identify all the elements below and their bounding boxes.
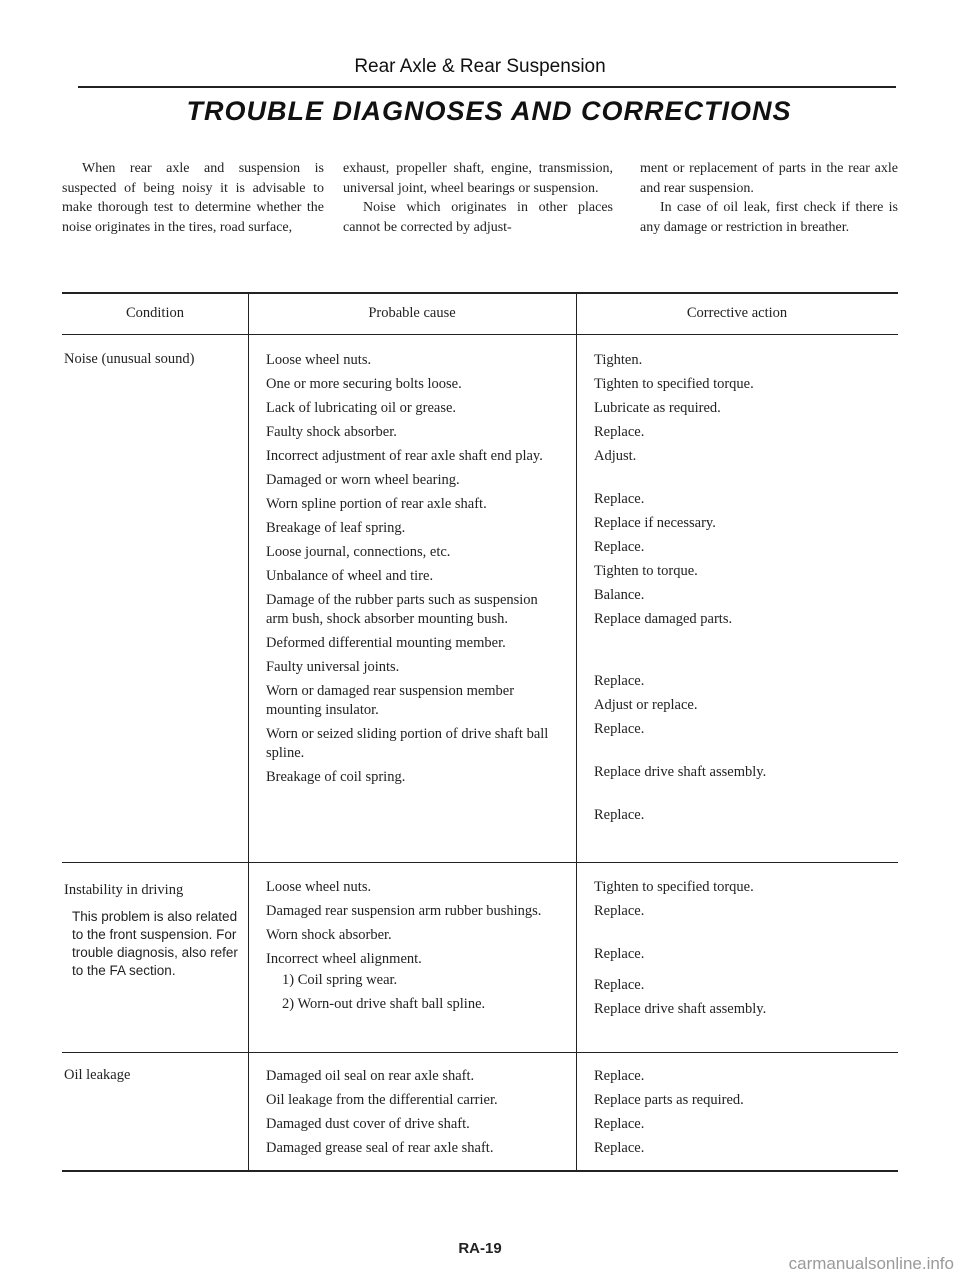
group-divider	[62, 862, 898, 863]
action-item: Replace.	[594, 424, 645, 440]
cause-item: Loose wheel nuts.	[266, 879, 372, 895]
action-item: Replace.	[594, 491, 645, 507]
action-item: Replace.	[594, 539, 645, 555]
column-header-probable-cause: Probable cause	[368, 305, 456, 321]
intro-paragraph: When rear axle and suspension is suspected of being noisy it is advisable to make thorough test to determine whether the noise originates in the tires, road surface,	[62, 161, 324, 235]
condition-cell	[64, 881, 246, 980]
page-title: TROUBLE DIAGNOSES AND CORRECTIONS	[186, 96, 792, 126]
cause-item: Deformed differential mounting member.	[266, 635, 506, 651]
action-item: Replace.	[594, 977, 645, 993]
cause-item: 1) Coil spring wear.	[282, 972, 398, 988]
action-list	[594, 351, 894, 825]
cause-list	[266, 351, 558, 787]
cause-cell	[266, 351, 558, 792]
action-item: Tighten to specified torque.	[594, 879, 754, 895]
cause-item: Damaged rear suspension arm rubber bushings.	[266, 903, 542, 919]
action-item: Adjust or replace.	[594, 697, 698, 713]
intro-column-3	[640, 159, 898, 237]
action-item: Balance.	[594, 587, 645, 603]
section-title: Rear Axle & Rear Suspension	[354, 56, 606, 77]
cause-item: Damaged grease seal of rear axle shaft.	[266, 1140, 494, 1156]
action-list	[594, 1067, 894, 1158]
cause-item: 2) Worn-out drive shaft ball spline.	[282, 996, 486, 1012]
action-item: Replace.	[594, 1140, 645, 1156]
intro-column-1	[62, 159, 324, 237]
column-divider	[248, 294, 249, 1170]
header-rule	[78, 86, 896, 88]
action-item: Replace drive shaft assembly.	[594, 1001, 767, 1017]
action-item: Tighten.	[594, 352, 643, 368]
cause-list	[266, 878, 558, 1014]
group-divider	[62, 1052, 898, 1053]
column-divider	[576, 294, 577, 1170]
intro-column-2	[343, 159, 613, 237]
cause-item: Damaged oil seal on rear axle shaft.	[266, 1068, 475, 1084]
action-item: Replace.	[594, 1068, 645, 1084]
action-item: Replace damaged parts.	[594, 611, 733, 627]
cause-item: Loose journal, connections, etc.	[266, 544, 451, 560]
action-cell	[594, 878, 894, 1024]
condition-label: Instability in driving	[64, 882, 184, 898]
cause-item: Loose wheel nuts.	[266, 352, 372, 368]
action-item: Replace drive shaft assembly.	[594, 764, 767, 780]
cause-item: Worn or damaged rear suspension member mounting insulator.	[266, 683, 515, 718]
action-item: Replace.	[594, 807, 645, 823]
action-item: Replace if necessary.	[594, 515, 716, 531]
cause-item: Oil leakage from the differential carrier.	[266, 1092, 498, 1108]
cause-item: One or more securing bolts loose.	[266, 376, 462, 392]
cause-item: Faulty shock absorber.	[266, 424, 397, 440]
action-item: Tighten to specified torque.	[594, 376, 754, 392]
condition-note: This problem is also related to the front suspension. For trouble diagnosis, also refer to the FA section.	[72, 909, 238, 978]
page-number: RA-19	[458, 1240, 502, 1257]
action-cell	[594, 1067, 894, 1163]
condition-cell	[64, 350, 246, 369]
action-item: Tighten to torque.	[594, 563, 698, 579]
cause-item: Breakage of leaf spring.	[266, 520, 406, 536]
table-top-rule	[62, 292, 898, 294]
cause-item: Faulty universal joints.	[266, 659, 400, 675]
action-item: Replace.	[594, 1116, 645, 1132]
action-cell	[594, 351, 894, 830]
watermark: carmanualsonline.info	[788, 1254, 954, 1273]
action-item: Replace.	[594, 673, 645, 689]
action-item: Replace parts as required.	[594, 1092, 744, 1108]
condition-cell	[64, 1066, 246, 1085]
cause-list	[266, 1067, 558, 1158]
cause-item: Breakage of coil spring.	[266, 769, 406, 785]
action-item: Replace.	[594, 903, 645, 919]
cause-item: Damage of the rubber parts such as suspension arm bush, shock absorber mounting bush.	[266, 592, 538, 627]
intro-paragraph: In case of oil leak, first check if there is any damage or restriction in breather.	[640, 200, 898, 235]
action-item: Replace.	[594, 946, 645, 962]
cause-item: Worn spline portion of rear axle shaft.	[266, 496, 487, 512]
table-bottom-rule	[62, 1170, 898, 1172]
action-item: Replace.	[594, 721, 645, 737]
table-header-rule	[62, 334, 898, 335]
cause-item: Incorrect wheel alignment.	[266, 951, 422, 967]
cause-cell	[266, 878, 558, 1019]
action-item: Adjust.	[594, 448, 637, 464]
action-item: Lubricate as required.	[594, 400, 721, 416]
cause-item: Incorrect adjustment of rear axle shaft end play.	[266, 448, 543, 464]
cause-item: Worn shock absorber.	[266, 927, 392, 943]
condition-label: Oil leakage	[64, 1067, 131, 1083]
cause-item: Worn or seized sliding portion of drive shaft ball spline.	[266, 726, 549, 761]
action-list	[594, 878, 894, 1019]
cause-item: Damaged dust cover of drive shaft.	[266, 1116, 470, 1132]
column-header-corrective-action: Corrective action	[686, 305, 788, 321]
cause-item: Lack of lubricating oil or grease.	[266, 400, 457, 416]
column-header-condition: Condition	[125, 305, 184, 321]
cause-item: Unbalance of wheel and tire.	[266, 568, 434, 584]
intro-paragraph: exhaust, propeller shaft, engine, transmission, universal joint, wheel bearings or suspension.	[343, 161, 613, 196]
intro-paragraph: ment or replacement of parts in the rear axle and rear suspension.	[640, 161, 898, 196]
cause-cell	[266, 1067, 558, 1163]
condition-label: Noise (unusual sound)	[64, 351, 195, 367]
cause-item: Damaged or worn wheel bearing.	[266, 472, 460, 488]
intro-paragraph: Noise which originates in other places cannot be corrected by adjust-	[343, 200, 613, 235]
